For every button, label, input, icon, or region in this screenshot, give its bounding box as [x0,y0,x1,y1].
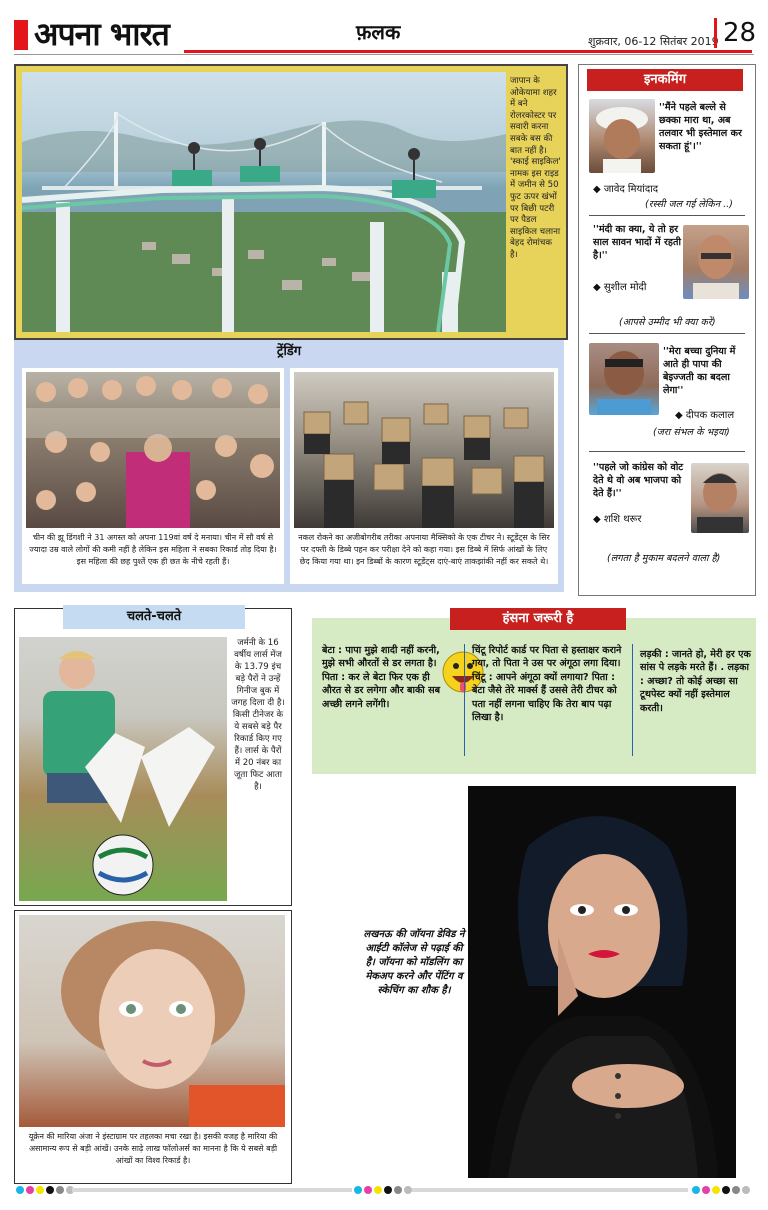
chalte-caption: जर्मनी के 16 वर्षीय लार्स मेंज के 13.79 इंच बड़े पैरों ने उन्हें गिनीज बुक में जगह दिला दी है। किसी टीनेजर के ये सबसे बड़े पैर रिकार्ड किए गए हैं। लार्स के पैरों में 20 नंबर का जूता फिट आता है। [231,638,285,792]
header-rule [184,50,752,53]
model-illustration [468,786,736,1178]
masthead [14,15,757,56]
sky-cycle-photo [22,72,506,332]
name-shashi-tharoor: ◆ शशि थरूर [593,514,642,525]
trending-section [14,340,564,592]
exam-boxes-photo [294,372,554,528]
deepak-kalal-photo [589,343,659,415]
family-caption: चीन की झू डिंगशी ने 31 अगस्त को अपना 119वां वर्ष दे मनाया। चीन में सौ वर्ष से ज्यादा उम्र वाले लोगों की कमी नहीं है लेकिन इस महिला ने सबका रिकार्ड तोड़ दिया है। इस महिला की छह पुश्तें एक ही छत के नीचे रहती हैं। [29,533,277,566]
trending-card-family [22,368,284,584]
newspaper-title: अपना भारत [34,15,169,53]
issue-date: शुक्रवार, 06-12 सितंबर 2019 [588,35,719,48]
family-photo-illustration [26,372,280,528]
chalte-heading: चलते-चलते [63,605,245,629]
javed-miandad-photo [589,99,655,173]
joke-3: लड़की : जानते हो, मेरी हर एक सांस पे लड़के मरते हैं। . लड़का : अच्छा? तो कोई अच्छा सा टूथपेस्ट क्यों नहीं इस्तेमाल करती। [640,649,751,714]
name-sushil-modi: ◆ सुशील मोदी [593,282,647,293]
divider-2 [589,333,745,334]
divider-3 [589,451,745,452]
model-caption: लखनऊ की जॉयना डेविड ने आईटी कॉलेज से पढ़ाई की है। जॉयना को मॉडलिंग का मेकअप करने और पेंटिंग व स्केचिंग का शौक है। [363,929,465,996]
chalte-chalte-section [14,608,292,906]
incoming-heading: इनकमिंग [587,69,743,91]
registration-marks-center [354,1186,412,1194]
joke-2: चिंटू रिपोर्ट कार्ड पर पिता से हस्ताक्षर कराने गया, तो पिता ने उस पर अंगूठा लगा दिया। चिंटू : आपने अंगूठा क्यों लगाया? पिता : बेटा जैसे तेरे मार्क्स हैं उससे तेरी टीचर को पता नहीं लगना चाहिए कि तेरा बाप पढ़ा लिखा है। [472,645,622,724]
masthead-red-bar [14,20,28,50]
quote-miandad: ''मैंने पहले बल्ले से छक्का मारा था, अब तलवार भी इस्तेमाल कर सकता हूं'।'' [659,102,742,152]
quote-deepak-kalal: ''मेरा बच्चा दुनिया में आते ही पापा की बेइज्जती का बदला लेगा'' [663,346,736,396]
family-photo [26,372,280,528]
lead-photo-story [14,64,568,340]
deepak-kalal-portrait [589,343,659,415]
note-sushil-modi: (आपसे उम्मीद भी क्या करें) [619,317,716,328]
registration-marks-left [16,1186,74,1194]
big-eyes-illustration [19,915,285,1127]
big-eyes-caption: यूक्रेन की मारिया अंजा ने इंस्टाग्राम पर तहलका मचा रखा है। इसकी वजह है मारिया की असामान्य रूप से बड़ी आंखें। उनके साढ़े लाख फॉलोअर्स का मानना है कि ये सबसे बड़ी आंखों का विश्व रिकार्ड है। [28,1132,278,1165]
joke-1: बेटा : पापा मुझे शादी नहीं करनी, मुझे सभी औरतों से डर लगता है। पिता : कर ले बेटा फिर एक ही औरत से डर लगेगा और बाकी सब अच्छी लगने लगेंगी। [322,645,441,710]
joke-divider-2 [632,644,633,756]
quote-sushil-modi: ''मंदी का क्या, ये तो हर साल सावन भादों में रहती है।'' [593,224,681,261]
javed-miandad-portrait [589,99,655,173]
trending-heading: ट्रेंडिंग [276,344,302,359]
header-rule-thin [14,54,754,55]
sky-cycle-illustration [22,72,506,332]
exam-caption: नकल रोकने का अजीबोगरीब तरीका अपनाया मैक्सिको के एक टीचर ने। स्टूडेंट्स के सिर पर दफ्ती के डिब्बे पहन कर परीक्षा देने को कहा गया। इस डिब्बे में सिर्फ आंखों के लिए छेद किया गया था। इन डिब्बों के कारण स्टूडेंट्स दाएं-बाएं ताकझांकी नहीं कर सकते थे। [298,533,550,566]
shashi-tharoor-photo [691,463,749,533]
footer-bar-right [412,1188,688,1192]
registration-marks-right [692,1186,750,1194]
shashi-tharoor-portrait [691,463,749,533]
section-name: फ़लक [356,20,401,44]
note-deepak-kalal: (जरा संभल के भइया) [653,427,730,438]
sushil-modi-portrait [683,225,749,299]
sushil-modi-photo [683,225,749,299]
name-deepak-kalal: ◆ दीपक कलाल [675,410,735,421]
jokes-section [312,611,756,774]
exam-boxes-illustration [294,372,554,528]
note-miandad: (रस्सी जल गई लेकिन ..) [645,199,733,210]
lead-caption: जापान के ओकेयामा शहर में बने रोलरकोस्टर पर सवारी करना सबके बस की बात नहीं है। 'स्काई साइकिल' नामक इस राइड में जमीन से 50 फुट ऊपर खंभों पर बिछी पटरी पर पैडल साइकिल चलाना बेहद रोमांचक है। [510,76,561,260]
big-feet-photo [19,637,227,901]
jokes-heading: हंसना जरूरी है [450,608,626,630]
big-feet-illustration [19,637,227,901]
joke-divider-1 [464,644,465,756]
big-eyes-story [14,910,292,1184]
trending-card-exam [290,368,558,584]
page-number: 28 [714,18,756,48]
name-miandad: ◆ जावेद मियांदाद [593,184,659,195]
incoming-quotes-box [578,64,756,596]
quote-shashi-tharoor: ''पहले जो कांग्रेस को वोट देते थे वो अब भाजपा को देते हैं।'' [593,462,684,499]
note-shashi-tharoor: (लगता है मुकाम बदलने वाला है) [607,553,721,564]
footer-bar-left [72,1188,352,1192]
big-eyes-photo [19,915,285,1127]
model-photo [468,786,736,1178]
divider-1 [589,215,745,216]
